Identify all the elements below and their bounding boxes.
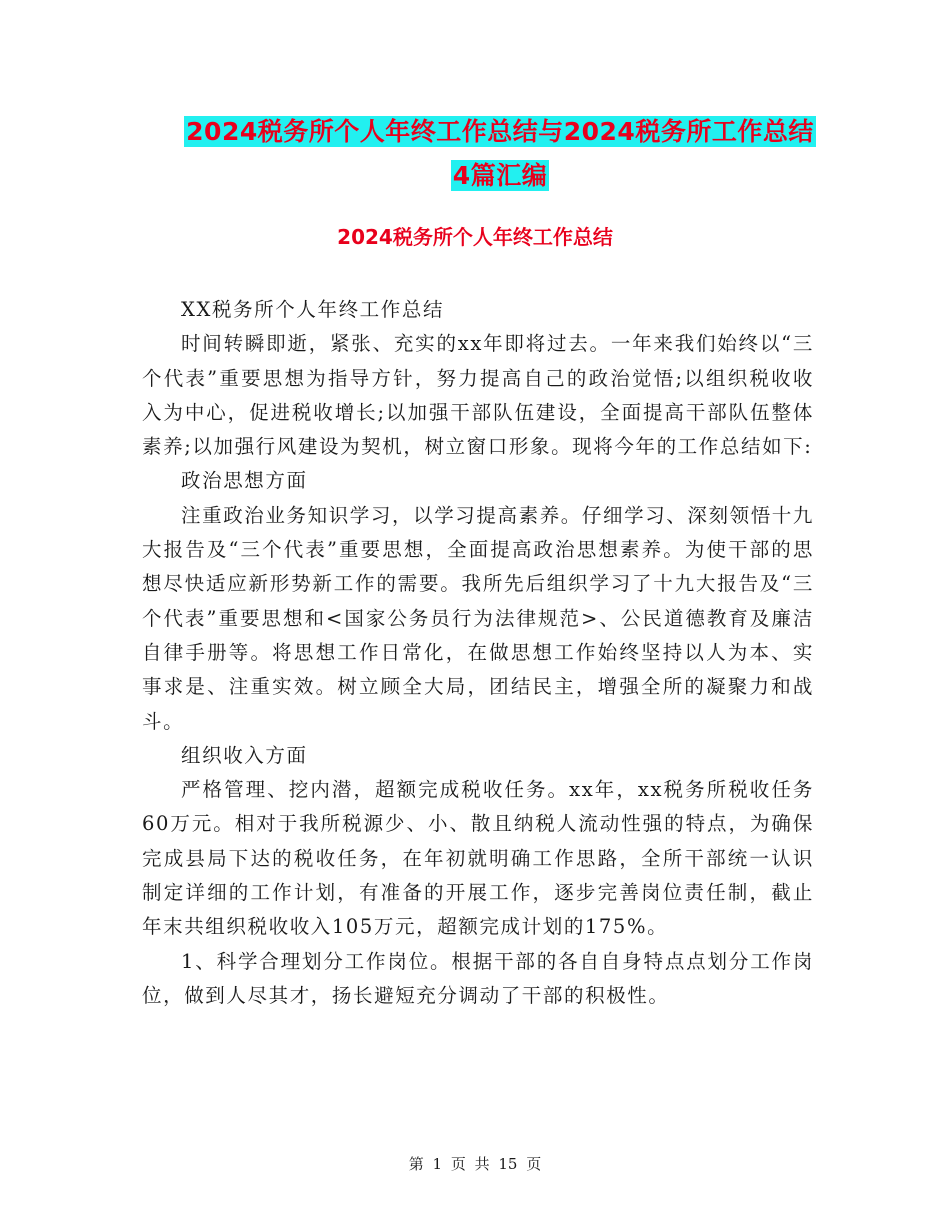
section-title: 2024税务所个人年终工作总结 [337, 225, 613, 249]
paragraph-subtitle: XX税务所个人年终工作总结 [181, 298, 445, 321]
document-body [142, 293, 814, 1013]
paragraph-intro: 时间转瞬即逝，紧张、充实的xx年即将过去。一年来我们始终以“三个代表”重要思想为指导方针，努力提高自己的政治觉悟;以组织税收收入为中心，促进税收增长;以加强干部队伍建设，全面提高干部队伍整体素养;以加强行风建设为契机，树立窗口形象。现将今年的工作总结如下: [142, 332, 814, 459]
paragraph-item-1: 1、科学合理划分工作岗位。根据干部的各自自身特点点划分工作岗位，做到人尽其才，扬长避短充分调动了干部的积极性。 [142, 949, 814, 1007]
document-title [150, 110, 850, 198]
document-title-line-2: 4篇汇编 [452, 161, 548, 190]
page-footer: 第 1 页 共 15 页 [408, 1155, 542, 1173]
paragraph-revenue: 严格管理、挖内潜，超额完成税收任务。xx年，xx税务所税收任务60万元。相对于我所税源少、小、散且纳税人流动性强的特点，为确保完成县局下达的税收任务，在年初就明确工作思路，全所干部统一认识制定详细的工作计划，有准备的开展工作，逐步完善岗位责任制，截止年末共组织税收收入105万元，超额完成计划的175%。 [142, 778, 814, 939]
document-title-line-1: 2024税务所个人年终工作总结与2024税务所工作总结 [186, 117, 814, 146]
paragraph-political: 注重政治业务知识学习，以学习提高素养。仔细学习、深刻领悟十九大报告及“三个代表”重要思想，全面提高政治思想素养。为使干部的思想尽快适应新形势新工作的需要。我所先后组织学习了十九大报告及“三个代表”重要思想和<国家公务员行为法律规范>、公民道德教育及廉洁自律手册等。将思想工作日常化，在做思想工作始终坚持以人为本、实事求是、注重实效。树立顾全大局，团结民主，增强全所的凝聚力和战斗。 [142, 503, 815, 733]
heading-revenue: 组织收入方面 [181, 743, 308, 767]
heading-political: 政治思想方面 [181, 469, 308, 493]
